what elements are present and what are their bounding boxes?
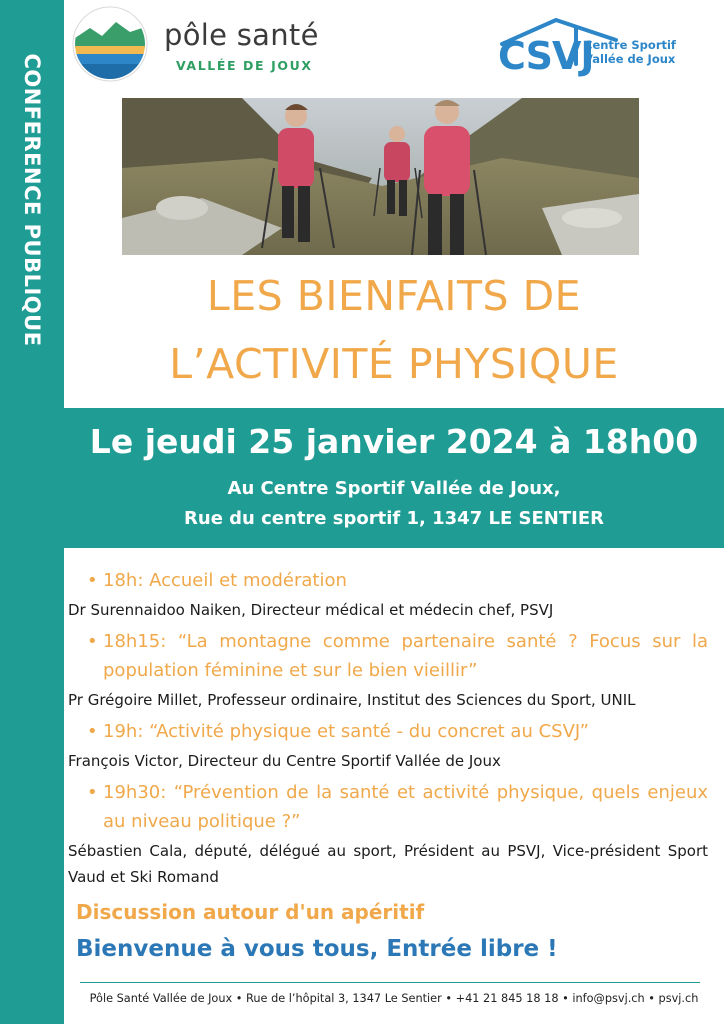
- csvj-logo: [496, 14, 686, 78]
- pole-sante-name: pôle santé: [164, 18, 319, 52]
- title-line-2: L’ACTIVITÉ PHYSIQUE: [169, 340, 619, 388]
- program-speaker: Pr Grégoire Millet, Professeur ordinaire, Institut des Sciences du Sport, UNIL: [68, 691, 636, 709]
- side-banner: [0, 0, 64, 1024]
- pole-sante-subtitle: VALLÉE DE JOUX: [176, 58, 313, 73]
- program-speaker: Sébastien Cala, député, délégué au sport, Président au PSVJ, Vice-président Sport Vaud et Ski Romand: [68, 842, 708, 886]
- csvj-abbr: CSVJ: [498, 34, 594, 78]
- program-item: [68, 566, 708, 595]
- csvj-line2: Vallée de Joux: [584, 52, 676, 66]
- program-list: [68, 566, 708, 894]
- footer-contact: Pôle Santé Vallée de Joux • Rue de l’hôpital 3, 1347 Le Sentier • +41 21 845 18 18 • info@psvj.ch • psvj.ch: [89, 992, 699, 1005]
- event-date: Le jeudi 25 janvier 2024 à 18h00: [89, 422, 699, 461]
- program-item: [68, 778, 708, 836]
- bullet-icon: •: [87, 631, 98, 652]
- event-venue-line-1: Au Centre Sportif Vallée de Joux,: [227, 478, 561, 499]
- program-item-text: 19h30: “Prévention de la santé et activité physique, quels enjeux au niveau politique ?”: [103, 782, 708, 832]
- side-banner-text: CONFERENCE PUBLIQUE: [20, 53, 44, 347]
- program-speaker: François Victor, Directeur du Centre Sportif Vallée de Joux: [68, 752, 501, 770]
- program-item: [68, 717, 708, 746]
- welcome-note: Bienvenue à vous tous, Entrée libre !: [76, 936, 558, 962]
- event-band: [64, 408, 724, 548]
- title-line-1: LES BIENFAITS DE: [206, 272, 582, 320]
- program-speaker: Dr Surennaidoo Naiken, Directeur médical et médecin chef, PSVJ: [68, 601, 554, 619]
- hikers-photo: [122, 98, 639, 255]
- program-item: [68, 627, 708, 685]
- program-item-text: 18h15: “La montagne comme partenaire santé ? Focus sur la population féminine et sur le bien vieillir”: [103, 631, 708, 681]
- program-item-text: 19h: “Activité physique et santé - du concret au CSVJ”: [103, 721, 589, 742]
- csvj-line1: Centre Sportif: [584, 38, 676, 52]
- program-item-text: 18h: Accueil et modération: [103, 570, 347, 591]
- event-venue-line-2: Rue du centre sportif 1, 1347 LE SENTIER: [184, 508, 604, 529]
- bullet-icon: •: [87, 570, 98, 591]
- mountain-lake-icon: [72, 6, 148, 82]
- discussion-note: Discussion autour d'un apéritif: [76, 900, 425, 924]
- bullet-icon: •: [87, 721, 98, 742]
- pole-sante-logo: [72, 6, 372, 84]
- bullet-icon: •: [87, 782, 98, 803]
- footer-divider: [80, 982, 700, 983]
